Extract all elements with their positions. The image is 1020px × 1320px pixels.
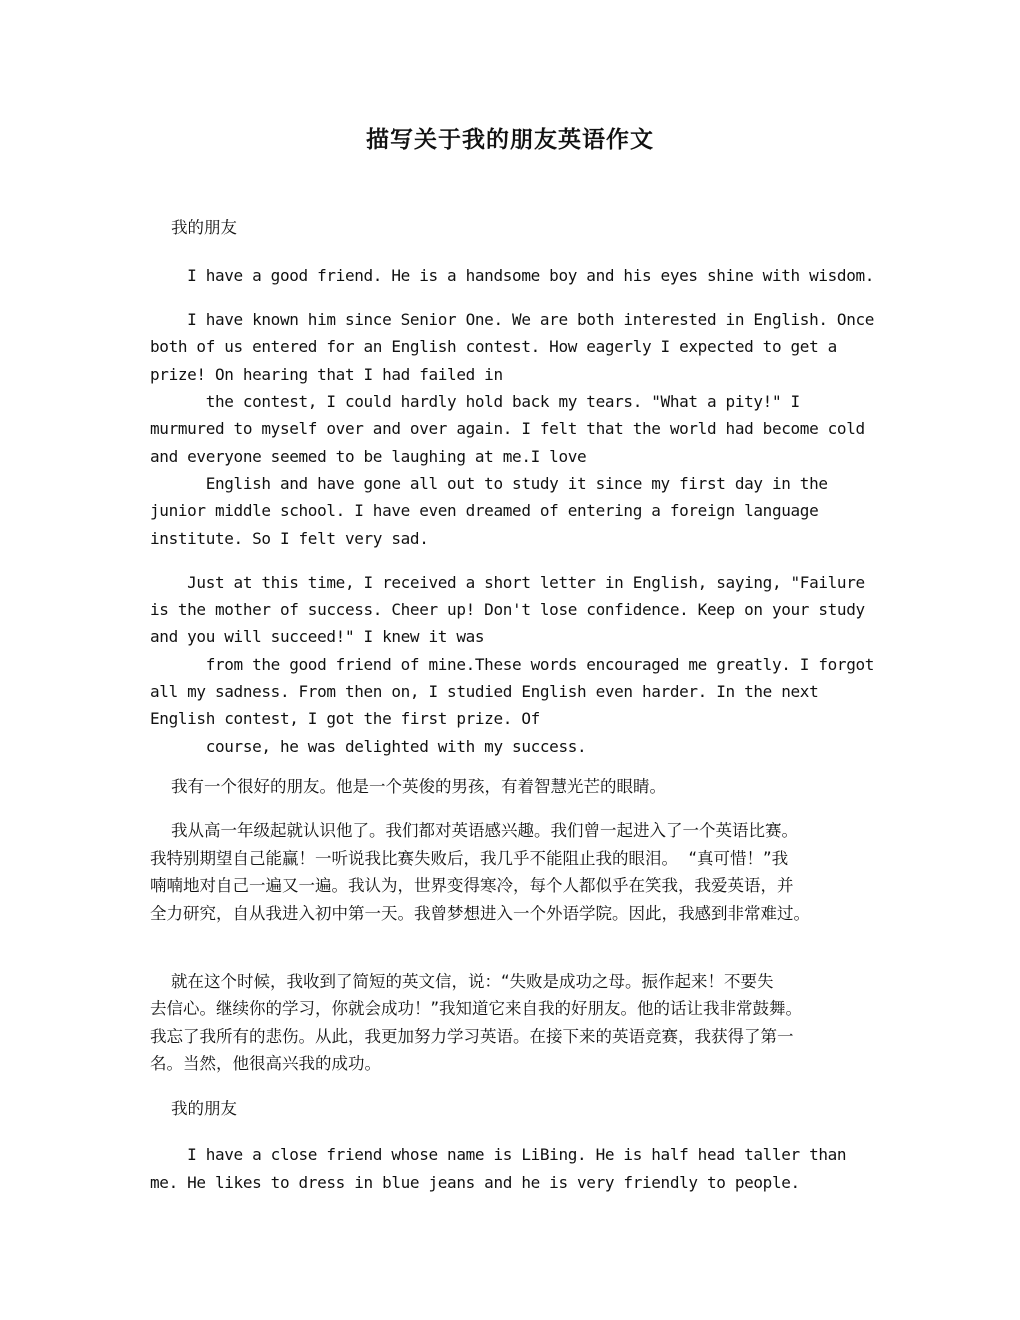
paragraph-line: institute. So I felt very sad. [150,529,429,548]
paragraph-line: both of us entered for an English contest. How eagerly I expected to get a [150,337,837,356]
paragraph-line: is the mother of success. Cheer up! Don't lose confidence. Keep on your study [150,600,865,619]
paragraph-line: English and have gone all out to study it since my first day in the [150,474,828,493]
paragraph-line: 全力研究，自从我进入初中第一天。我曾梦想进入一个外语学院。因此，我感到非常难过。 [150,904,810,923]
paragraph-line: 名。当然，他很高兴我的成功。 [150,1054,381,1073]
section-heading: 我的朋友 [150,1099,237,1118]
paragraph-line: me. He likes to dress in blue jeans and he is very friendly to people. [150,1173,800,1192]
paragraph-line: Just at this time, I received a short letter in English, saying, "Failure [150,573,865,592]
paragraph-line: from the good friend of mine.These words encouraged me greatly. I forgot [150,655,875,674]
paragraph-line: I have known him since Senior One. We are both interested in English. Once [150,310,875,329]
section-heading: 我的朋友 [150,218,237,237]
paragraph-line: 去信心。继续你的学习，你就会成功！”我知道它来自我的好朋友。他的话让我非常鼓舞。 [150,999,803,1018]
paragraph-line: I have a good friend. He is a handsome boy and his eyes shine with wisdom. [150,266,875,285]
document-title: 描写关于我的朋友英语作文 [366,126,654,153]
paragraph-line: 我特别期望自己能赢！一听说我比赛失败后，我几乎不能阻止我的眼泪。 “真可惜！”我 [150,849,789,868]
paragraph-line: 我有一个很好的朋友。他是一个英俊的男孩，有着智慧光芒的眼睛。 [150,777,666,796]
paragraph-line: all my sadness. From then on, I studied English even harder. In the next [150,682,819,701]
paragraph-line: the contest, I could hardly hold back my tears. "What a pity!" I [150,392,800,411]
paragraph-line: course, he was delighted with my success. [150,737,587,756]
paragraph-line: I have a close friend whose name is LiBing. He is half head taller than [150,1145,847,1164]
paragraph-line: 我忘了我所有的悲伤。从此，我更加努力学习英语。在接下来的英语竞赛，我获得了第一 [150,1027,794,1046]
paragraph-line: 喃喃地对自己一遍又一遍。我认为，世界变得寒冷，每个人都似乎在笑我，我爱英语，并 [150,876,794,895]
paragraph-line: English contest, I got the first prize. Of [150,709,540,728]
paragraph-line: junior middle school. I have even dreamed of entering a foreign language [150,501,819,520]
paragraph-line: and you will succeed!" I knew it was [150,627,485,646]
paragraph-line: 我从高一年级起就认识他了。我们都对英语感兴趣。我们曾一起进入了一个英语比赛。 [150,821,798,840]
paragraph-line: 就在这个时候，我收到了简短的英文信，说：“失败是成功之母。振作起来！不要失 [150,972,774,991]
paragraph-line: and everyone seemed to be laughing at me.I love [150,447,587,466]
paragraph-line: prize! On hearing that I had failed in [150,365,503,384]
paragraph-line: murmured to myself over and over again. I felt that the world had become cold [150,419,865,438]
